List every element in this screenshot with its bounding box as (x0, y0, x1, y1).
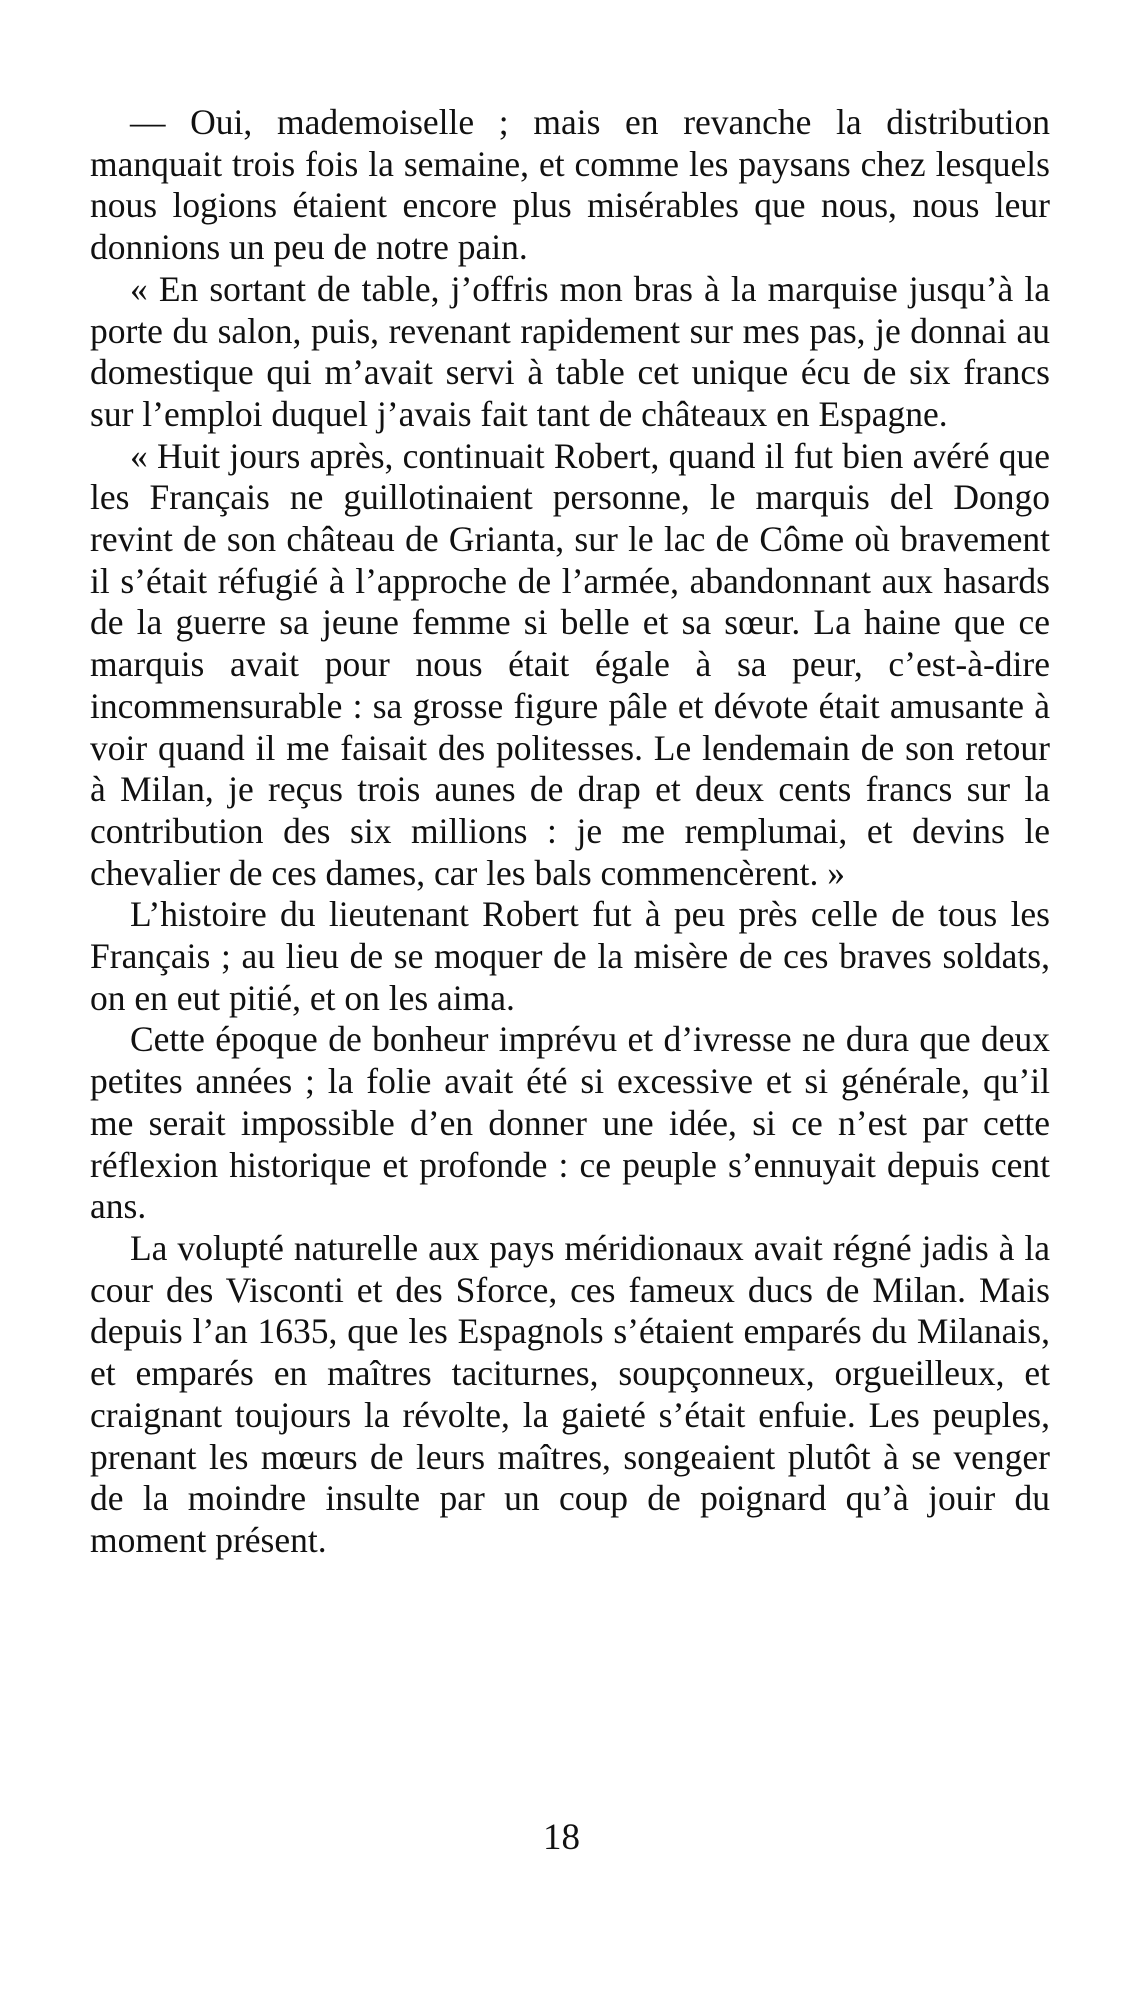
paragraph-4: L’histoire du lieutenant Robert fut à peu près celle de tous les Français ; au lieu de se moquer de la misère de ces braves soldats, on en eut pitié, et on les aima. (90, 894, 1050, 1018)
paragraph-6: La volupté naturelle aux pays méridionaux avait régné jadis à la cour des Visconti et des Sforce, ces fameux ducs de Milan. Mais depuis l’an 1635, que les Espagnols s’étaient emparés du Milanais, et emparés en maîtres taciturnes, soupçonneux, orgueilleux, et craignant toujours la révolte, la gaieté s’était enfuie. Les peuples, prenant les mœurs de leurs maîtres, songeaient plutôt à se venger de la moindre insulte par un coup de poignard qu’à jouir du moment présent. (90, 1227, 1050, 1560)
body-text (90, 102, 1050, 1562)
page-number: 18 (543, 1817, 580, 1858)
paragraph-5: Cette époque de bonheur imprévu et d’ivresse ne dura que deux petites années ; la folie avait été si excessive et si générale, qu’il me serait impossible d’en donner une idée, si ce n’est par cette réflexion historique et profonde : ce peuple s’ennuyait depuis cent ans. (90, 1019, 1050, 1227)
paragraph-3: « Huit jours après, continuait Robert, quand il fut bien avéré que les Français ne guillotinaient personne, le marquis del Dongo revint de son château de Grianta, sur le lac de Côme où bravement il s’était réfugié à l’approche de l’armée, abandonnant aux hasards de la guerre sa jeune femme si belle et sa sœur. La haine que ce marquis avait pour nous était égale à sa peur, c’est-à-dire incommensurable : sa grosse figure pâle et dévote était amusante à voir quand il me faisait des politesses. Le lendemain de son retour à Milan, je reçus trois aunes de drap et deux cents francs sur la contribution des six millions : je me remplumai, et devins le chevalier de ces dames, car les bals commencèrent. » (90, 435, 1050, 893)
paragraph-1: — Oui, mademoiselle ; mais en revanche la distribution manquait trois fois la semaine, et comme les paysans chez lesquels nous logions étaient encore plus misérables que nous, nous leur donnions un peu de notre pain. (90, 102, 1050, 268)
paragraph-2: « En sortant de table, j’offris mon bras à la marquise jusqu’à la porte du salon, puis, revenant rapidement sur mes pas, je donnai au domestique qui m’avait servi à table cet unique écu de six francs sur l’emploi duquel j’avais fait tant de châteaux en Espagne. (90, 268, 1050, 434)
